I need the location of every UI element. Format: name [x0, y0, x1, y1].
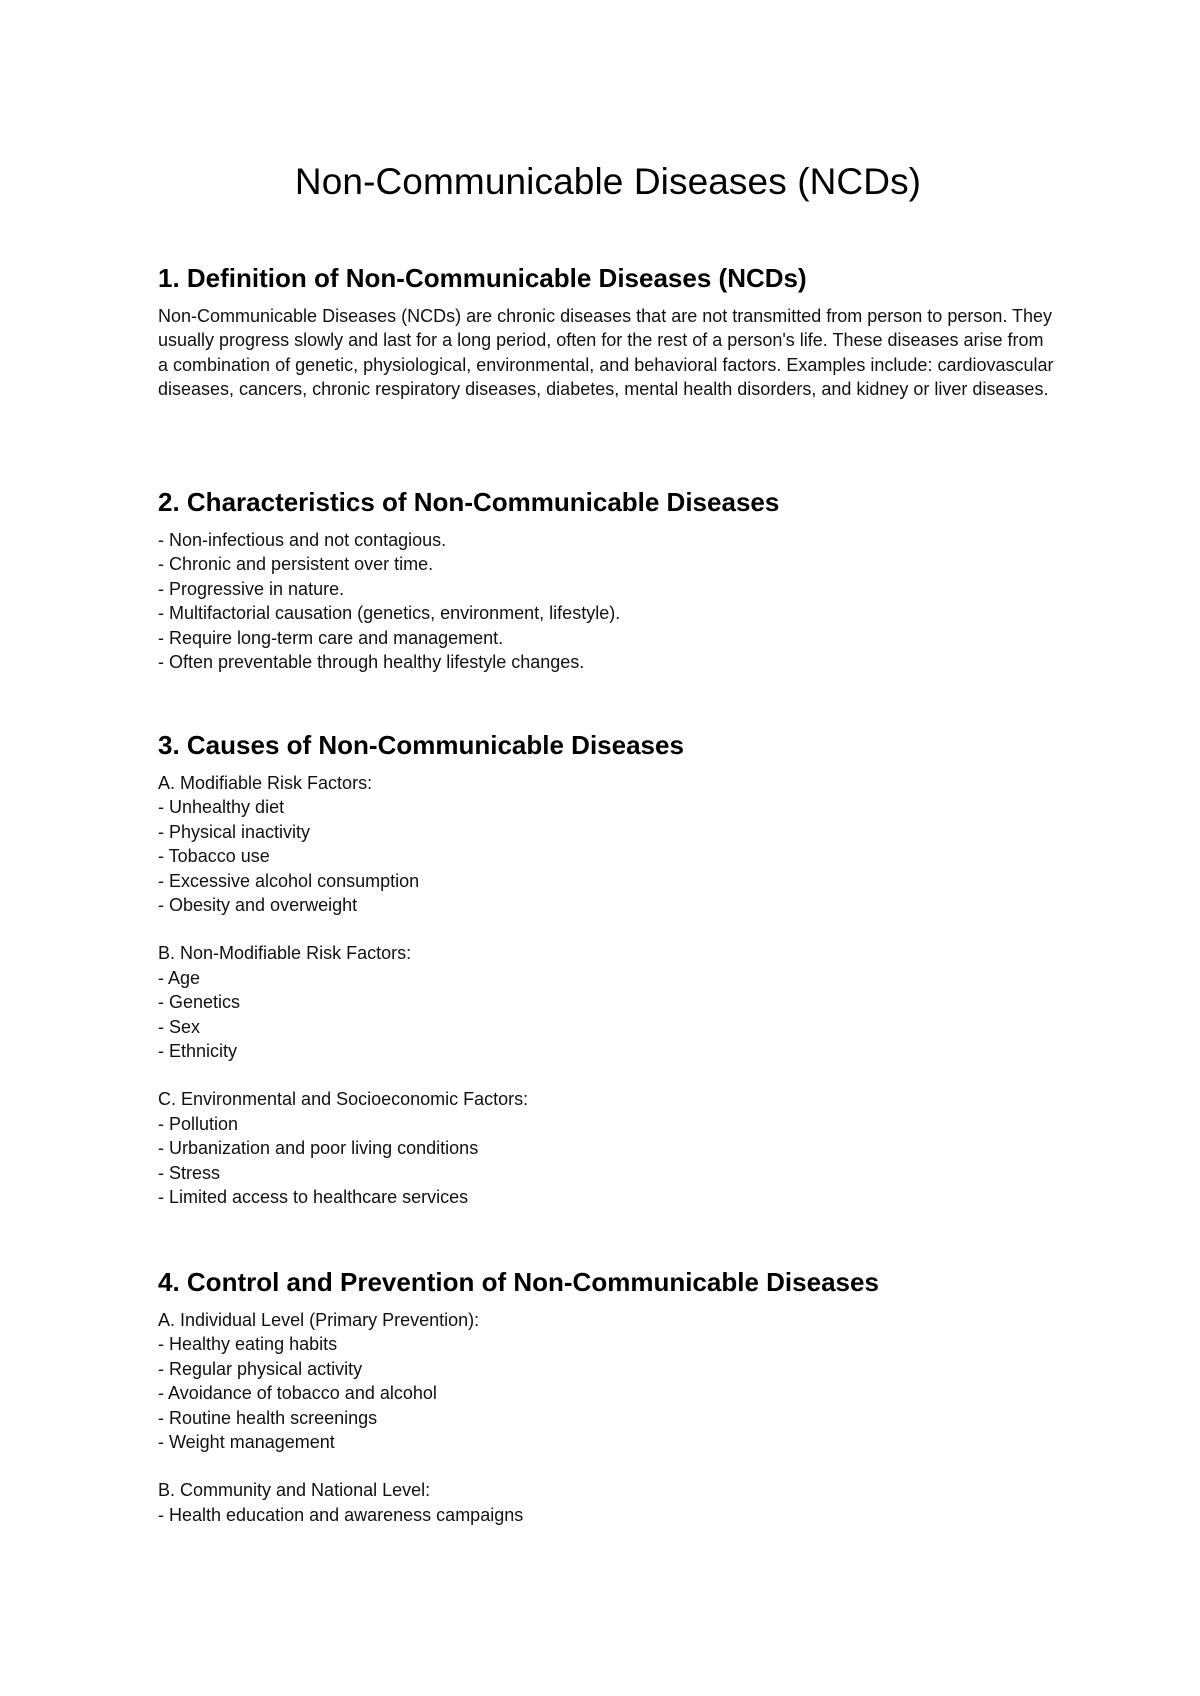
risk-factor-list [158, 966, 1058, 1064]
section-heading: 1. Definition of Non-Communicable Diseases (NCDs) [158, 263, 807, 293]
list-item: - Stress [158, 1161, 1058, 1185]
characteristics-list [158, 528, 1058, 674]
list-item: - Weight management [158, 1430, 1058, 1454]
definition-paragraph: Non-Communicable Diseases (NCDs) are chronic diseases that are not transmitted from person to person. They usually progress slowly and last for a long period, often for the rest of a person's life. These diseases arise from a combination of genetic, physiological, environmental, and behavioral factors. Examples include: cardiovascular diseases, cancers, chronic respiratory diseases, diabetes, mental health disorders, and kidney or liver diseases. [158, 306, 1054, 400]
risk-factor-list [158, 795, 1058, 917]
group-label: A. Individual Level (Primary Prevention): [158, 1310, 480, 1330]
risk-factor-group [158, 941, 1058, 1063]
list-item: - Require long-term care and management. [158, 626, 1058, 650]
list-item: - Chronic and persistent over time. [158, 552, 1058, 576]
list-item: - Pollution [158, 1112, 1058, 1136]
prevention-group [158, 1478, 1058, 1527]
list-item: - Unhealthy diet [158, 795, 1058, 819]
list-item: - Physical inactivity [158, 820, 1058, 844]
list-item: - Genetics [158, 990, 1058, 1014]
prevention-group [158, 1308, 1058, 1454]
section-characteristics [158, 486, 1058, 674]
list-item: - Healthy eating habits [158, 1332, 1058, 1356]
list-item: - Excessive alcohol consumption [158, 869, 1058, 893]
group-label: B. Community and National Level: [158, 1480, 431, 1501]
section-causes [158, 729, 1058, 1210]
section-heading: 3. Causes of Non-Communicable Diseases [158, 730, 684, 760]
group-label: C. Environmental and Socioeconomic Factors: [158, 1089, 529, 1110]
group-label: B. Non-Modifiable Risk Factors: [158, 943, 412, 964]
risk-factor-group [158, 1087, 1058, 1209]
group-label: A. Modifiable Risk Factors: [158, 773, 373, 793]
prevention-list [158, 1503, 1058, 1527]
list-item: - Obesity and overweight [158, 893, 1058, 917]
prevention-list [158, 1332, 1058, 1454]
list-item: - Non-infectious and not contagious. [158, 528, 1058, 552]
list-item: - Health education and awareness campaigns [158, 1503, 1058, 1527]
list-item: - Avoidance of tobacco and alcohol [158, 1381, 1058, 1405]
list-item: - Sex [158, 1015, 1058, 1039]
list-item: - Limited access to healthcare services [158, 1185, 1058, 1209]
page-title: Non-Communicable Diseases (NCDs) [294, 161, 922, 202]
list-item: - Often preventable through healthy lifestyle changes. [158, 650, 1058, 674]
list-item: - Progressive in nature. [158, 577, 1058, 601]
risk-factor-group [158, 771, 1058, 917]
list-item: - Tobacco use [158, 844, 1058, 868]
list-item: - Routine health screenings [158, 1406, 1058, 1430]
risk-factor-list [158, 1112, 1058, 1210]
section-heading: 4. Control and Prevention of Non-Communicable Diseases [158, 1267, 879, 1297]
section-heading: 2. Characteristics of Non-Communicable Diseases [158, 487, 780, 517]
list-item: - Multifactorial causation (genetics, environment, lifestyle). [158, 601, 1058, 625]
section-definition [158, 262, 1058, 402]
list-item: - Regular physical activity [158, 1357, 1058, 1381]
section-control-prevention [158, 1266, 1058, 1527]
list-item: - Urbanization and poor living conditions [158, 1136, 1058, 1160]
list-item: - Ethnicity [158, 1039, 1058, 1063]
list-item: - Age [158, 966, 1058, 990]
